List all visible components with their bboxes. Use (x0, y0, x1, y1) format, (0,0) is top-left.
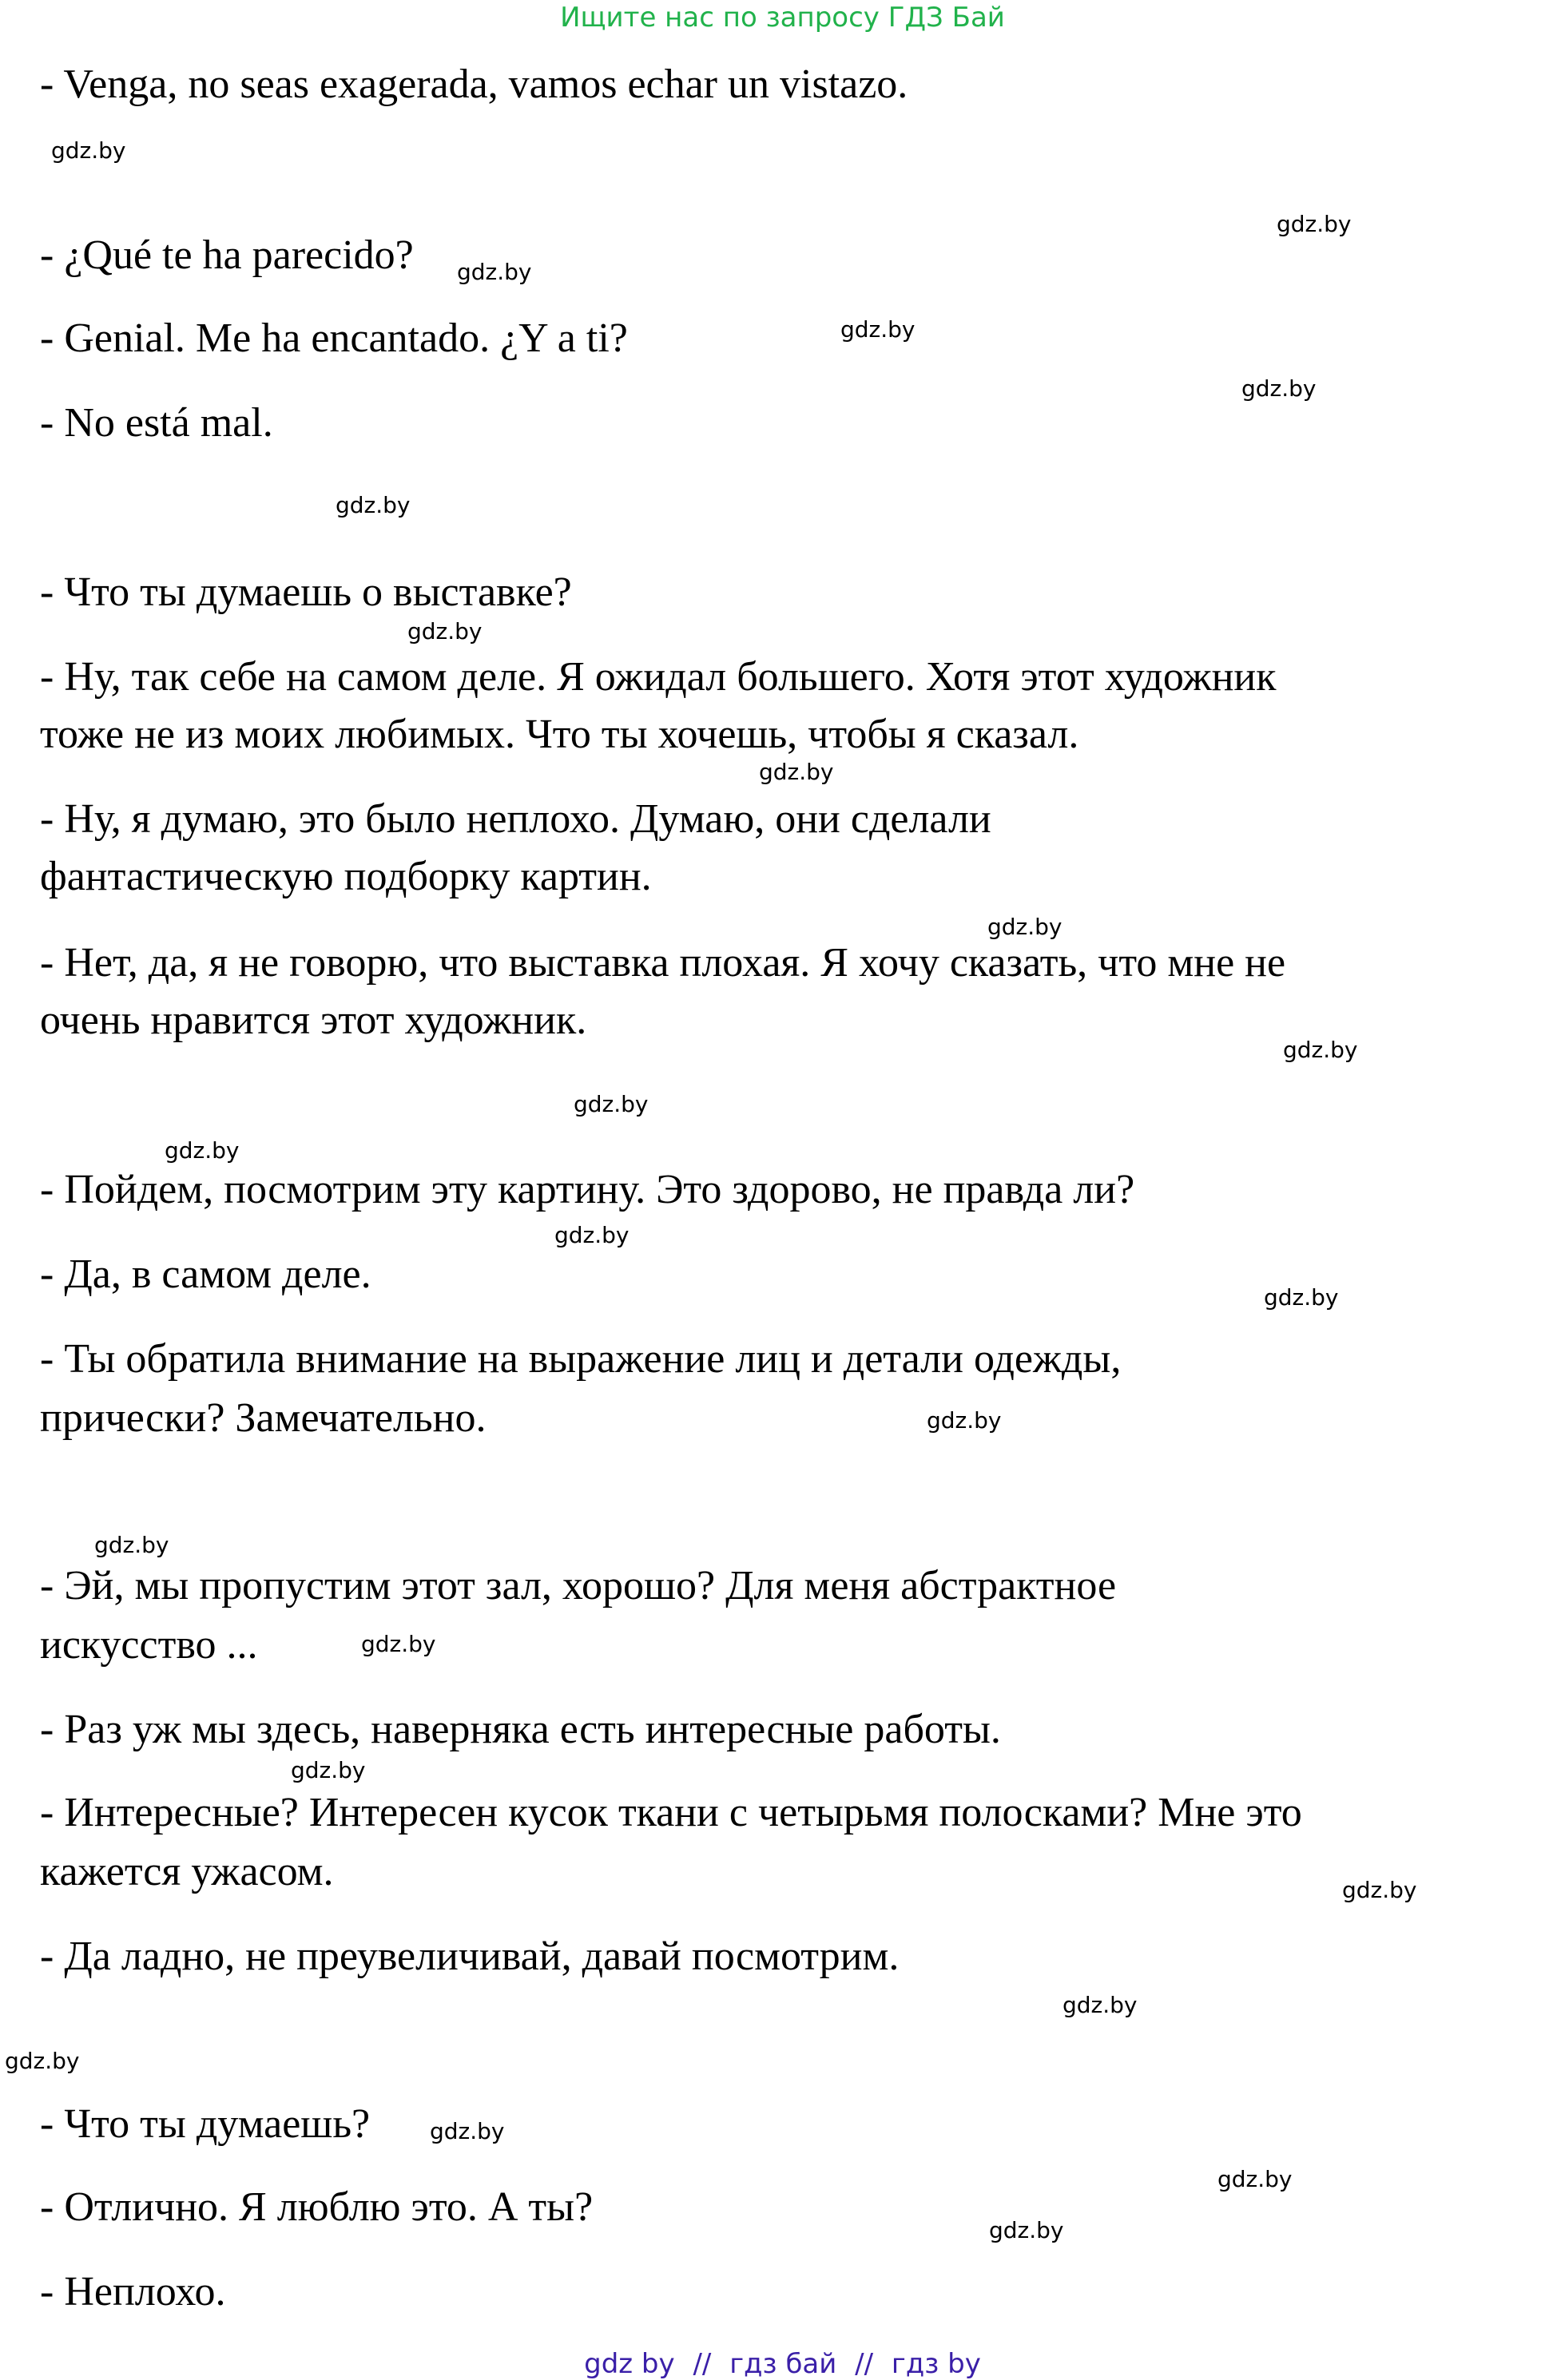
watermark-text: gdz.by (1342, 1877, 1417, 1903)
watermark-text: gdz.by (1217, 2166, 1293, 2192)
footer-separator: // (693, 2348, 712, 2380)
dialogue-line: - No está mal. (40, 400, 273, 446)
dialogue-line: - Интересные? Интересен кусок ткани с четырьмя полосками? Мне это (40, 1790, 1302, 1835)
footer-link-gdz-bai[interactable]: гдз бай (729, 2348, 837, 2380)
dialogue-line: тоже не из моих любимых. Что ты хочешь, чтобы я сказал. (40, 712, 1079, 757)
watermark-text: gdz.by (336, 492, 411, 518)
dialogue-line: искусство ... (40, 1622, 258, 1668)
watermark-text: gdz.by (94, 1532, 169, 1558)
watermark-text: gdz.by (989, 2217, 1064, 2243)
dialogue-line: - Раз уж мы здесь, наверняка есть интересные работы. (40, 1707, 1001, 1752)
watermark-text: gdz.by (927, 1407, 1002, 1434)
watermark-text: gdz.by (1241, 375, 1317, 402)
dialogue-line: - Эй, мы пропустим этот зал, хорошо? Для меня абстрактное (40, 1563, 1117, 1608)
watermark-text: gdz.by (165, 1137, 240, 1164)
dialogue-line: - Да ладно, не преувеличивай, давай посмотрим. (40, 1934, 900, 1979)
watermark-text: gdz.by (457, 259, 532, 285)
watermark-text: gdz.by (554, 1222, 630, 1248)
watermark-text: gdz.by (1277, 211, 1352, 237)
dialogue-line: кажется ужасом. (40, 1849, 334, 1894)
watermark-text: gdz.by (987, 914, 1063, 940)
dialogue-line: - Что ты думаешь? (40, 2101, 371, 2147)
dialogue-line: - Неплохо. (40, 2269, 226, 2315)
watermark-text: gdz.by (574, 1091, 649, 1117)
header-search-link[interactable]: Ищите нас по запросу ГДЗ Бай (560, 2, 1005, 34)
footer-links (0, 2348, 1565, 2380)
dialogue-line: фантастическую подборку картин. (40, 854, 652, 899)
dialogue-line: - Что ты думаешь о выставке? (40, 569, 572, 615)
watermark-text: gdz.by (291, 1757, 366, 1783)
watermark-text: gdz.by (407, 618, 483, 645)
watermark-text: gdz.by (5, 2048, 80, 2074)
dialogue-line: - ¿Qué te ha parecido? (40, 232, 414, 278)
dialogue-line: очень нравится этот художник. (40, 998, 587, 1043)
dialogue-line: - Genial. Me ha encantado. ¿Y a ti? (40, 315, 628, 361)
dialogue-line: - Ну, так себе на самом деле. Я ожидал большего. Хотя этот художник (40, 654, 1277, 700)
dialogue-line: прически? Замечательно. (40, 1395, 487, 1441)
dialogue-line: - Отлично. Я люблю это. А ты? (40, 2184, 594, 2230)
watermark-text: gdz.by (1283, 1037, 1358, 1063)
watermark-text: gdz.by (51, 137, 126, 164)
dialogue-line: - Venga, no seas exagerada, vamos echar un vistazo. (40, 61, 908, 107)
watermark-text: gdz.by (1264, 1284, 1339, 1311)
dialogue-line: - Да, в самом деле. (40, 1251, 371, 1297)
watermark-text: gdz.by (1063, 1992, 1138, 2018)
watermark-text: gdz.by (430, 2118, 505, 2144)
dialogue-line: - Ну, я думаю, это было неплохо. Думаю, они сделали (40, 796, 991, 842)
watermark-text: gdz.by (361, 1631, 436, 1657)
watermark-text: gdz.by (840, 316, 916, 343)
footer-link-gdz-by-cyr[interactable]: гдз by (891, 2348, 981, 2380)
footer-link-gdz-by[interactable]: gdz by (584, 2348, 675, 2380)
dialogue-line: - Пойдем, посмотрим эту картину. Это здорово, не правда ли? (40, 1167, 1135, 1212)
dialogue-line: - Нет, да, я не говорю, что выставка плохая. Я хочу сказать, что мне не (40, 940, 1286, 986)
watermark-text: gdz.by (759, 759, 834, 785)
dialogue-line: - Ты обратила внимание на выражение лиц и детали одежды, (40, 1336, 1122, 1382)
footer-separator: // (855, 2348, 874, 2380)
